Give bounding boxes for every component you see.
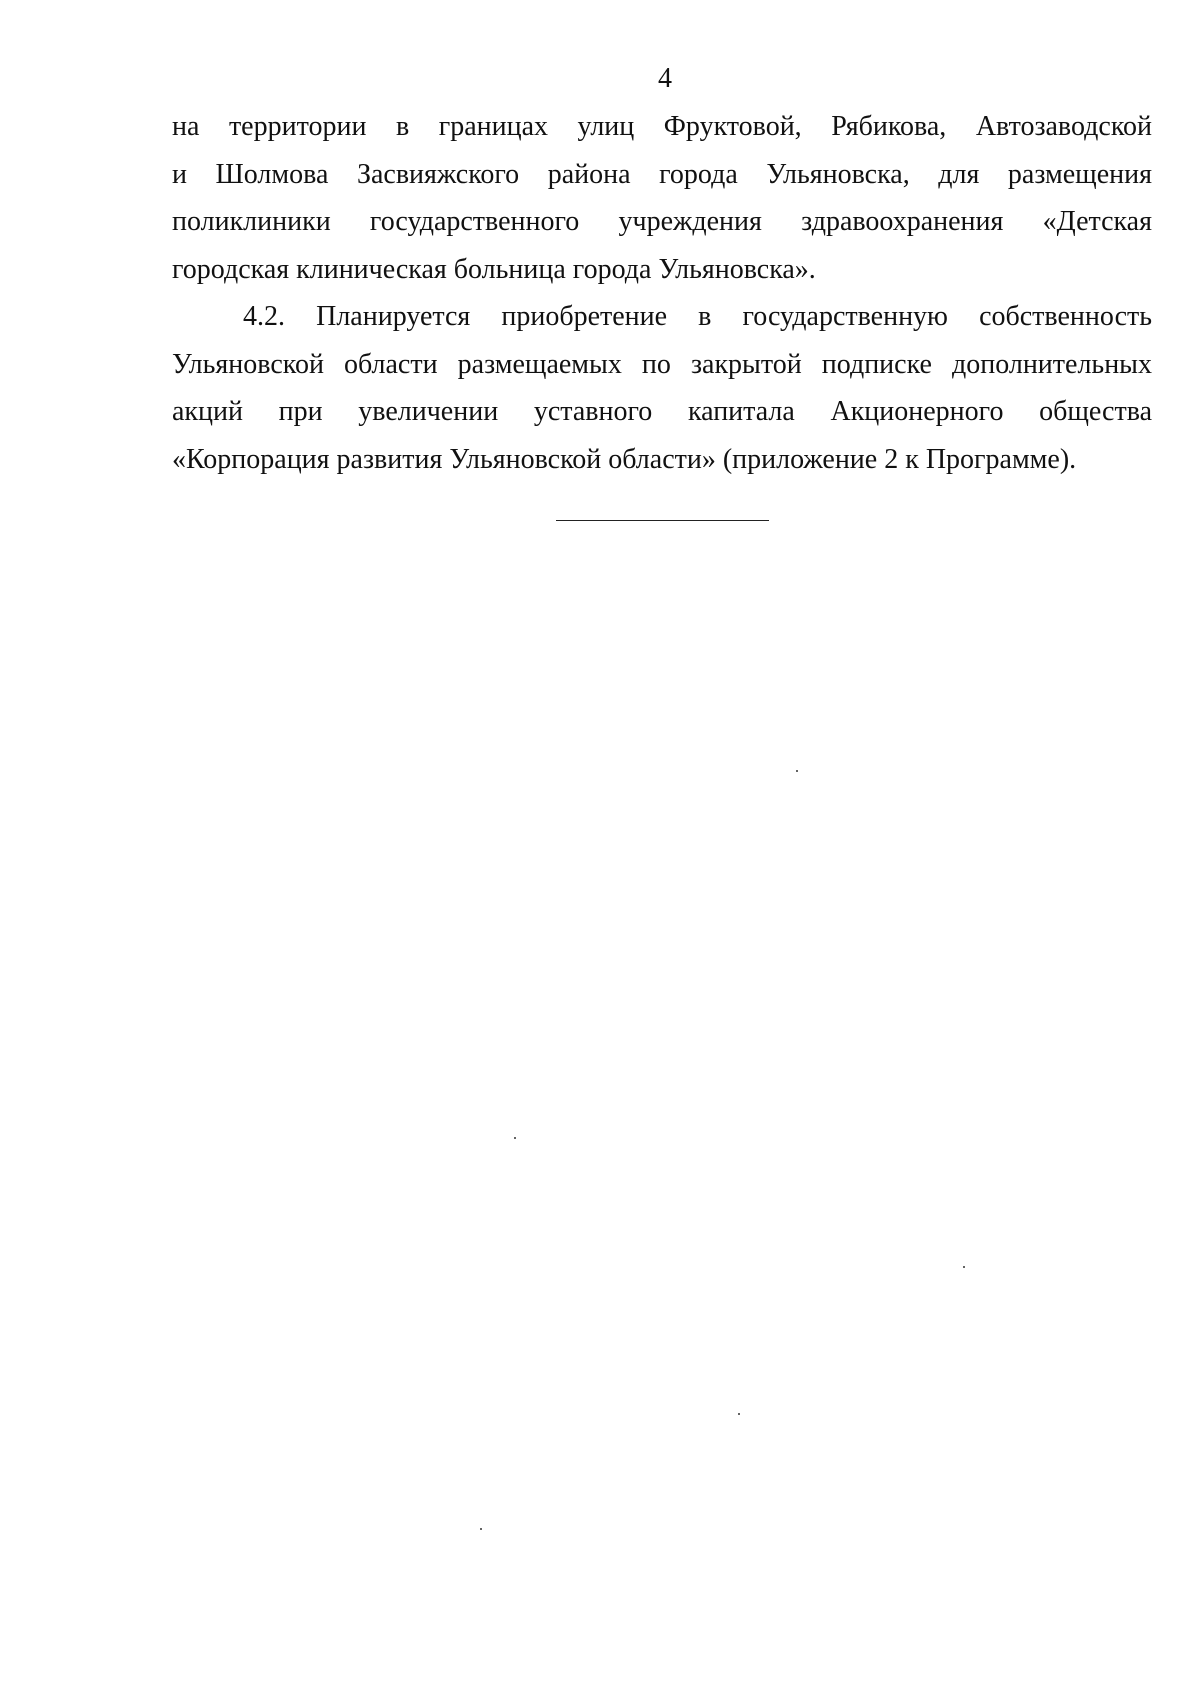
scan-speck: [514, 1137, 516, 1139]
text-line: «Корпорация развития Ульяновской области» (приложение 2 к Программе).: [172, 443, 1077, 475]
scan-speck: [796, 770, 798, 772]
body-text: [172, 103, 1152, 483]
text-line: акций при увеличении уставного капитала Акционерного общества: [172, 396, 1152, 427]
scan-speck: [480, 1528, 482, 1530]
text-line: и Шолмова Засвияжского района города Ульяновска, для размещения: [172, 158, 1152, 190]
text-line: поликлиники государственного учреждения здравоохранения «Детская: [172, 206, 1152, 237]
scan-speck: [963, 1266, 965, 1268]
text-line: на территории в границах улиц Фруктовой, Рябикова, Автозаводской: [172, 111, 1152, 142]
text-line: городская клиническая больница города Ульяновска».: [172, 253, 816, 285]
page-number: 4: [658, 63, 672, 94]
paragraph-1: [172, 103, 1152, 293]
text-line: 4.2. Планируется приобретение в государственную собственность: [243, 301, 1152, 332]
end-divider-line: [556, 520, 769, 521]
paragraph-2: [172, 293, 1152, 483]
scan-speck: [738, 1413, 740, 1415]
text-line: Ульяновской области размещаемых по закрытой подписке дополнительных: [172, 348, 1152, 380]
